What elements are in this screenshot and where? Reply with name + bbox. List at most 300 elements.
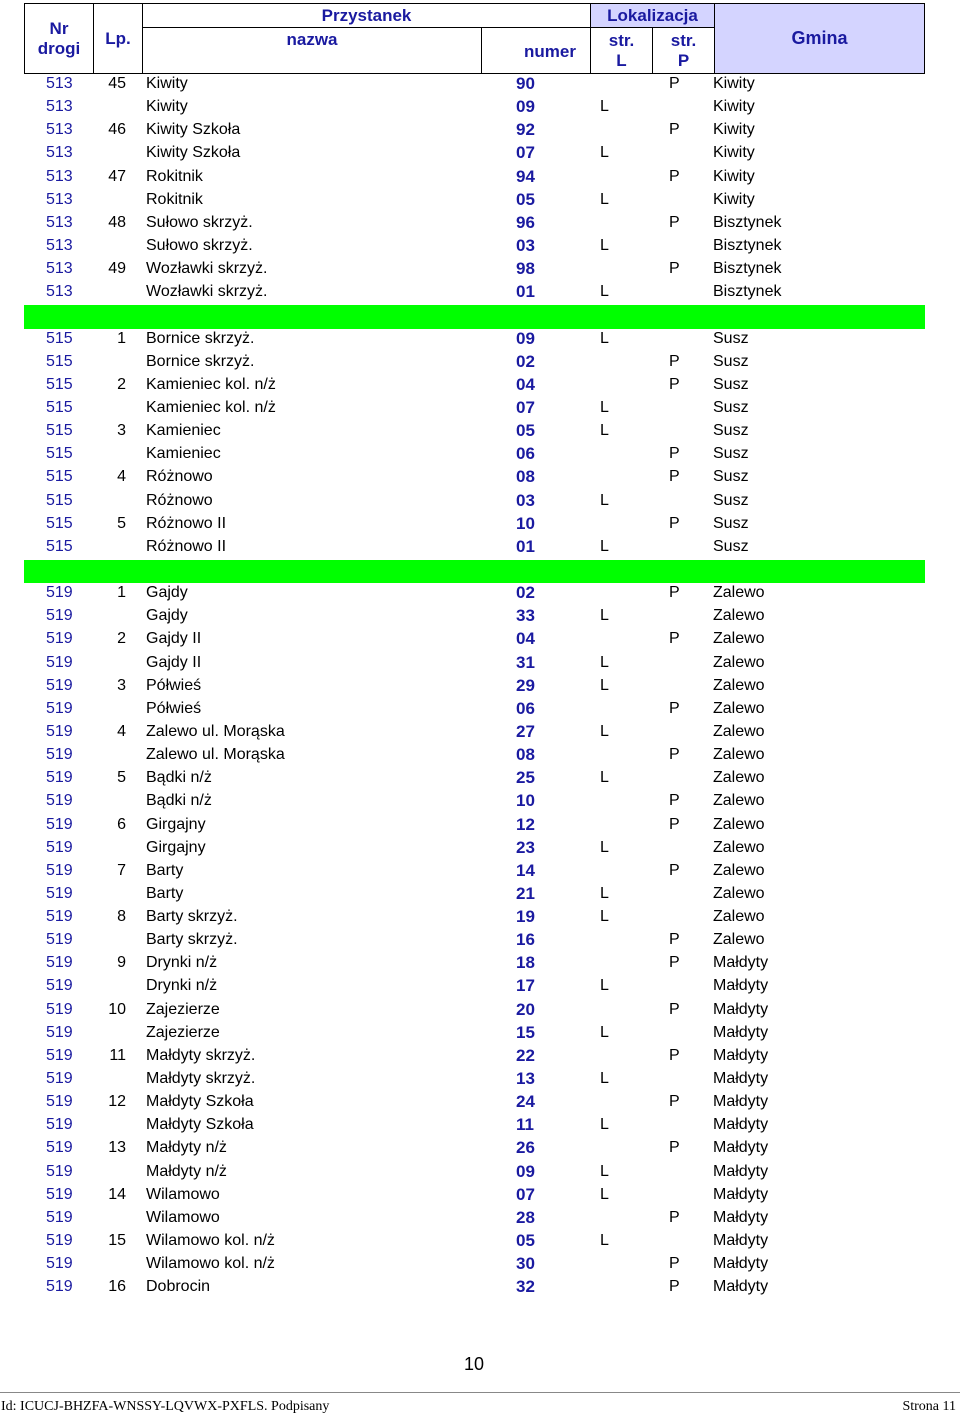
cell-name: Kiwity Szkoła: [146, 121, 241, 139]
cell-number: 30: [516, 1254, 535, 1274]
cell-gmina: Małdyty: [713, 1023, 769, 1041]
table-row: [24, 491, 925, 514]
cell-side-p: P: [669, 815, 680, 833]
cell-name: Kiwity: [146, 98, 188, 116]
cell-lp: 1: [117, 584, 126, 602]
cell-gmina: Susz: [713, 375, 749, 393]
cell-road: 519: [46, 1116, 73, 1134]
cell-gmina: Susz: [713, 422, 749, 440]
cell-gmina: Małdyty: [713, 1278, 769, 1296]
table-row: [24, 1092, 925, 1115]
cell-gmina: Zalewo: [713, 630, 765, 648]
table-row: [24, 74, 925, 97]
table-row: [24, 236, 925, 259]
cell-name: Sułowo skrzyż.: [146, 213, 253, 231]
cell-gmina: Zalewo: [713, 815, 765, 833]
cell-name: Zalewo ul. Morąska: [146, 746, 285, 764]
cell-name: Małdyty skrzyż.: [146, 1070, 256, 1088]
table-row: [24, 1000, 925, 1023]
table-row: [24, 1023, 925, 1046]
cell-side-l: L: [600, 676, 609, 694]
cell-lp: 13: [108, 1139, 126, 1157]
cell-gmina: Kiwity: [713, 144, 755, 162]
cell-side-l: L: [600, 653, 609, 671]
cell-road: 519: [46, 630, 73, 648]
table-row: [24, 768, 925, 791]
cell-gmina: Zalewo: [713, 931, 765, 949]
cell-gmina: Małdyty: [713, 1208, 769, 1226]
cell-number: 29: [516, 675, 535, 695]
cell-gmina: Zalewo: [713, 861, 765, 879]
cell-road: 519: [46, 1046, 73, 1064]
cell-name: Girgajny: [146, 815, 206, 833]
cell-name: Gajdy II: [146, 630, 202, 648]
cell-lp: 48: [108, 213, 126, 231]
cell-road: 513: [46, 98, 73, 116]
table-row: [24, 537, 925, 560]
header-numer: numer: [481, 27, 591, 74]
cell-side-p: P: [669, 699, 680, 717]
cell-gmina: Małdyty: [713, 1162, 769, 1180]
table-row: [24, 375, 925, 398]
cell-number: 07: [516, 397, 535, 417]
cell-gmina: Bisztynek: [713, 283, 782, 301]
cell-number: 98: [516, 259, 535, 279]
cell-road: 519: [46, 1162, 73, 1180]
cell-side-p: P: [669, 514, 680, 532]
cell-name: Barty: [146, 884, 184, 902]
cell-gmina: Susz: [713, 329, 749, 347]
cell-road: 515: [46, 398, 73, 416]
cell-road: 519: [46, 722, 73, 740]
cell-number: 90: [516, 74, 535, 93]
cell-road: 519: [46, 977, 73, 995]
cell-road: 515: [46, 468, 73, 486]
cell-name: Kamieniec: [146, 422, 221, 440]
footer-page: Strona 11: [902, 1399, 956, 1414]
cell-number: 12: [516, 814, 535, 834]
cell-name: Różnowo II: [146, 537, 227, 555]
cell-number: 28: [516, 1207, 535, 1227]
cell-lp: 47: [108, 167, 126, 185]
cell-name: Bądki n/ż: [146, 792, 212, 810]
cell-number: 05: [516, 421, 535, 441]
cell-gmina: Zalewo: [713, 908, 765, 926]
cell-number: 04: [516, 629, 535, 649]
cell-side-l: L: [600, 908, 609, 926]
cell-name: Kiwity Szkoła: [146, 144, 241, 162]
cell-road: 519: [46, 746, 73, 764]
cell-name: Bornice skrzyż.: [146, 329, 255, 347]
cell-number: 24: [516, 1092, 535, 1112]
cell-gmina: Małdyty: [713, 1070, 769, 1088]
cell-number: 03: [516, 235, 535, 255]
cell-road: 513: [46, 283, 73, 301]
cell-gmina: Zalewo: [713, 722, 765, 740]
cell-road: 515: [46, 422, 73, 440]
cell-gmina: Susz: [713, 398, 749, 416]
cell-side-p: P: [669, 1139, 680, 1157]
cell-road: 519: [46, 954, 73, 972]
cell-lp: 1: [117, 329, 126, 347]
cell-lp: 14: [108, 1185, 126, 1203]
cell-road: 519: [46, 769, 73, 787]
cell-number: 31: [516, 652, 535, 672]
cell-number: 15: [516, 1022, 535, 1042]
cell-side-l: L: [600, 190, 609, 208]
cell-lp: 10: [108, 1000, 126, 1018]
table-row: [24, 1115, 925, 1138]
cell-lp: 3: [117, 676, 126, 694]
cell-gmina: Bisztynek: [713, 213, 782, 231]
cell-gmina: Małdyty: [713, 1093, 769, 1111]
cell-name: Rokitnik: [146, 190, 203, 208]
cell-lp: 45: [108, 75, 126, 92]
cell-lp: 3: [117, 422, 126, 440]
cell-gmina: Małdyty: [713, 954, 769, 972]
cell-number: 10: [516, 513, 535, 533]
header-str-l: str. L: [590, 27, 653, 74]
cell-name: Wilamowo kol. n/ż: [146, 1232, 275, 1250]
cell-side-l: L: [600, 491, 609, 509]
cell-lp: 11: [109, 1046, 126, 1064]
cell-side-l: L: [600, 1185, 609, 1203]
cell-number: 05: [516, 189, 535, 209]
cell-gmina: Zalewo: [713, 746, 765, 764]
cell-side-l: L: [600, 1116, 609, 1134]
cell-gmina: Susz: [713, 352, 749, 370]
cell-road: 513: [46, 260, 73, 278]
cell-number: 10: [516, 791, 535, 811]
cell-side-p: P: [669, 213, 680, 231]
cell-side-p: P: [669, 1255, 680, 1273]
cell-name: Różnowo: [146, 468, 213, 486]
table-row: [24, 190, 925, 213]
cell-number: 27: [516, 721, 535, 741]
cell-gmina: Kiwity: [713, 190, 755, 208]
table-row: [24, 699, 925, 722]
cell-name: Różnowo II: [146, 514, 227, 532]
cell-road: 519: [46, 607, 73, 625]
cell-side-p: P: [669, 1000, 680, 1018]
cell-number: 14: [516, 860, 535, 880]
table-row: [24, 120, 925, 143]
table-row: [24, 352, 925, 375]
cell-number: 08: [516, 745, 535, 765]
table-row: [24, 583, 925, 606]
cell-name: Zajezierze: [146, 1023, 220, 1041]
table-row: [24, 861, 925, 884]
cell-number: 22: [516, 1045, 535, 1065]
table-row: [24, 398, 925, 421]
cell-name: Wilamowo: [146, 1185, 220, 1203]
table-row: [24, 838, 925, 861]
cell-road: 515: [46, 445, 73, 463]
cell-gmina: Zalewo: [713, 838, 765, 856]
table-row: [24, 467, 925, 490]
cell-side-l: L: [600, 422, 609, 440]
cell-side-p: P: [669, 630, 680, 648]
cell-road: 519: [46, 815, 73, 833]
footer-id: Id: ICUCJ-BHZFA-WNSSY-LQVWX-PXFLS. Podpisany: [1, 1399, 330, 1414]
table-row: [24, 1231, 925, 1254]
cell-gmina: Susz: [713, 537, 749, 555]
cell-number: 01: [516, 536, 535, 556]
table-row: [24, 629, 925, 652]
cell-name: Kamieniec kol. n/ż: [146, 398, 276, 416]
cell-gmina: Małdyty: [713, 1116, 769, 1134]
cell-name: Wozławki skrzyż.: [146, 260, 268, 278]
cell-side-l: L: [600, 977, 609, 995]
table-row: [24, 953, 925, 976]
table-header: [24, 3, 925, 74]
cell-name: Wilamowo: [146, 1208, 220, 1226]
cell-side-l: L: [600, 236, 609, 254]
cell-gmina: Małdyty: [713, 1139, 769, 1157]
cell-name: Bądki n/ż: [146, 769, 212, 787]
cell-side-p: P: [669, 375, 680, 393]
cell-number: 92: [516, 120, 535, 140]
cell-number: 21: [516, 883, 535, 903]
page-number: 10: [464, 1354, 485, 1374]
cell-number: 19: [516, 907, 535, 927]
table-body: [24, 74, 925, 1300]
cell-name: Wozławki skrzyż.: [146, 283, 268, 301]
cell-road: 513: [46, 213, 73, 231]
cell-name: Małdyty skrzyż.: [146, 1046, 256, 1064]
cell-side-l: L: [600, 607, 609, 625]
cell-name: Barty skrzyż.: [146, 931, 238, 949]
cell-number: 05: [516, 1231, 535, 1251]
cell-gmina: Kiwity: [713, 98, 755, 116]
cell-side-p: P: [669, 445, 680, 463]
cell-side-l: L: [600, 283, 609, 301]
table-row: [24, 907, 925, 930]
cell-name: Bornice skrzyż.: [146, 352, 255, 370]
cell-gmina: Zalewo: [713, 792, 765, 810]
section-separator: [24, 560, 925, 583]
cell-side-p: P: [669, 468, 680, 486]
cell-number: 18: [516, 953, 535, 973]
cell-gmina: Susz: [713, 445, 749, 463]
cell-side-p: P: [669, 1046, 680, 1064]
table-row: [24, 976, 925, 999]
cell-name: Gajdy: [146, 607, 188, 625]
table-row: [24, 1208, 925, 1231]
cell-number: 03: [516, 490, 535, 510]
cell-name: Barty skrzyż.: [146, 908, 238, 926]
cell-number: 33: [516, 606, 535, 626]
cell-lp: 9: [117, 954, 126, 972]
cell-lp: 8: [117, 908, 126, 926]
cell-gmina: Susz: [713, 514, 749, 532]
cell-number: 25: [516, 768, 535, 788]
cell-name: Dobrocin: [146, 1278, 211, 1296]
cell-road: 519: [46, 1000, 73, 1018]
cell-side-l: L: [600, 1023, 609, 1041]
cell-side-l: L: [600, 769, 609, 787]
cell-side-l: L: [600, 1232, 609, 1250]
table-row: [24, 930, 925, 953]
header-drogi: drogi: [37, 38, 81, 58]
cell-number: 01: [516, 282, 535, 302]
cell-name: Półwieś: [146, 699, 202, 717]
table-row: [24, 1185, 925, 1208]
table-row: [24, 1046, 925, 1069]
cell-lp: 15: [108, 1232, 126, 1250]
cell-number: 11: [516, 1115, 534, 1135]
cell-side-p: P: [669, 352, 680, 370]
cell-name: Rokitnik: [146, 167, 203, 185]
cell-lp: 4: [117, 722, 126, 740]
table-row: [24, 1277, 925, 1300]
cell-number: 13: [516, 1069, 535, 1089]
cell-side-p: P: [669, 954, 680, 972]
cell-road: 519: [46, 1255, 73, 1273]
cell-road: 515: [46, 352, 73, 370]
cell-lp: 2: [117, 630, 126, 648]
cell-side-l: L: [600, 1070, 609, 1088]
cell-number: 07: [516, 1184, 535, 1204]
cell-lp: 5: [117, 514, 126, 532]
cell-gmina: Bisztynek: [713, 236, 782, 254]
cell-name: Zajezierze: [146, 1000, 220, 1018]
cell-road: 519: [46, 931, 73, 949]
cell-gmina: Zalewo: [713, 607, 765, 625]
cell-road: 513: [46, 144, 73, 162]
cell-gmina: Zalewo: [713, 653, 765, 671]
cell-number: 20: [516, 999, 535, 1019]
footer-divider: [0, 1392, 960, 1393]
table-row: [24, 653, 925, 676]
cell-number: 06: [516, 444, 535, 464]
cell-name: Małdyty Szkoła: [146, 1116, 254, 1134]
cell-road: 519: [46, 1139, 73, 1157]
cell-road: 513: [46, 167, 73, 185]
cell-side-l: L: [600, 537, 609, 555]
cell-road: 519: [46, 676, 73, 694]
cell-side-l: L: [600, 144, 609, 162]
cell-name: Małdyty Szkoła: [146, 1093, 254, 1111]
table-row: [24, 444, 925, 467]
table-row: [24, 606, 925, 629]
section-separator: [24, 305, 925, 328]
cell-road: 519: [46, 908, 73, 926]
table-row: [24, 884, 925, 907]
cell-gmina: Kiwity: [713, 121, 755, 139]
cell-side-l: L: [600, 1162, 609, 1180]
cell-road: 515: [46, 375, 73, 393]
cell-gmina: Zalewo: [713, 884, 765, 902]
cell-lp: 16: [108, 1278, 126, 1296]
cell-road: 513: [46, 121, 73, 139]
cell-road: 519: [46, 699, 73, 717]
cell-number: 23: [516, 837, 535, 857]
cell-road: 519: [46, 1278, 73, 1296]
cell-gmina: Kiwity: [713, 75, 755, 92]
table-row: [24, 745, 925, 768]
cell-gmina: Małdyty: [713, 977, 769, 995]
table-row: [24, 97, 925, 120]
cell-lp: 5: [117, 769, 126, 787]
cell-road: 515: [46, 514, 73, 532]
cell-number: 32: [516, 1277, 535, 1297]
cell-gmina: Zalewo: [713, 699, 765, 717]
cell-road: 515: [46, 537, 73, 555]
cell-road: 513: [46, 75, 73, 92]
table-row: [24, 282, 925, 305]
cell-road: 519: [46, 1185, 73, 1203]
cell-number: 09: [516, 97, 535, 117]
cell-name: Girgajny: [146, 838, 206, 856]
cell-name: Gajdy: [146, 584, 188, 602]
cell-name: Kamieniec kol. n/ż: [146, 375, 276, 393]
cell-name: Małdyty n/ż: [146, 1139, 227, 1157]
table-row: [24, 1138, 925, 1161]
table-row: [24, 815, 925, 838]
cell-side-p: P: [669, 260, 680, 278]
cell-number: 08: [516, 467, 535, 487]
cell-name: Różnowo: [146, 491, 213, 509]
cell-side-l: L: [600, 722, 609, 740]
cell-lp: 46: [108, 121, 126, 139]
cell-gmina: Małdyty: [713, 1255, 769, 1273]
header-nr-drogi: [24, 3, 94, 74]
cell-side-p: P: [669, 584, 680, 602]
cell-road: 519: [46, 1023, 73, 1041]
header-gmina: Gmina: [714, 3, 925, 74]
cell-side-p: P: [669, 1208, 680, 1226]
cell-side-l: L: [600, 884, 609, 902]
cell-name: Barty: [146, 861, 184, 879]
table-row: [24, 791, 925, 814]
cell-gmina: Małdyty: [713, 1046, 769, 1064]
table-row: [24, 213, 925, 236]
cell-side-p: P: [669, 75, 680, 92]
cell-side-p: P: [669, 792, 680, 810]
cell-name: Wilamowo kol. n/ż: [146, 1255, 275, 1273]
cell-number: 96: [516, 212, 535, 232]
cell-road: 519: [46, 584, 73, 602]
cell-road: 519: [46, 792, 73, 810]
cell-lp: 49: [108, 260, 126, 278]
cell-name: Małdyty n/ż: [146, 1162, 227, 1180]
cell-number: 16: [516, 930, 535, 950]
cell-name: Sułowo skrzyż.: [146, 236, 253, 254]
cell-number: 09: [516, 1161, 535, 1181]
cell-gmina: Małdyty: [713, 1185, 769, 1203]
cell-road: 515: [46, 491, 73, 509]
cell-name: Drynki n/ż: [146, 977, 218, 995]
cell-number: 02: [516, 351, 535, 371]
cell-gmina: Zalewo: [713, 676, 765, 694]
cell-side-l: L: [600, 98, 609, 116]
header-nr: Nr: [49, 18, 69, 38]
cell-road: 513: [46, 190, 73, 208]
cell-side-p: P: [669, 861, 680, 879]
header-lp: Lp.: [93, 3, 143, 74]
cell-road: 513: [46, 236, 73, 254]
cell-number: 17: [516, 976, 535, 996]
cell-road: 515: [46, 329, 73, 347]
cell-side-l: L: [600, 838, 609, 856]
cell-side-l: L: [600, 329, 609, 347]
header-str-p: str. P: [652, 27, 715, 74]
table-row: [24, 421, 925, 444]
cell-number: 09: [516, 328, 535, 348]
cell-gmina: Małdyty: [713, 1232, 769, 1250]
cell-number: 06: [516, 698, 535, 718]
